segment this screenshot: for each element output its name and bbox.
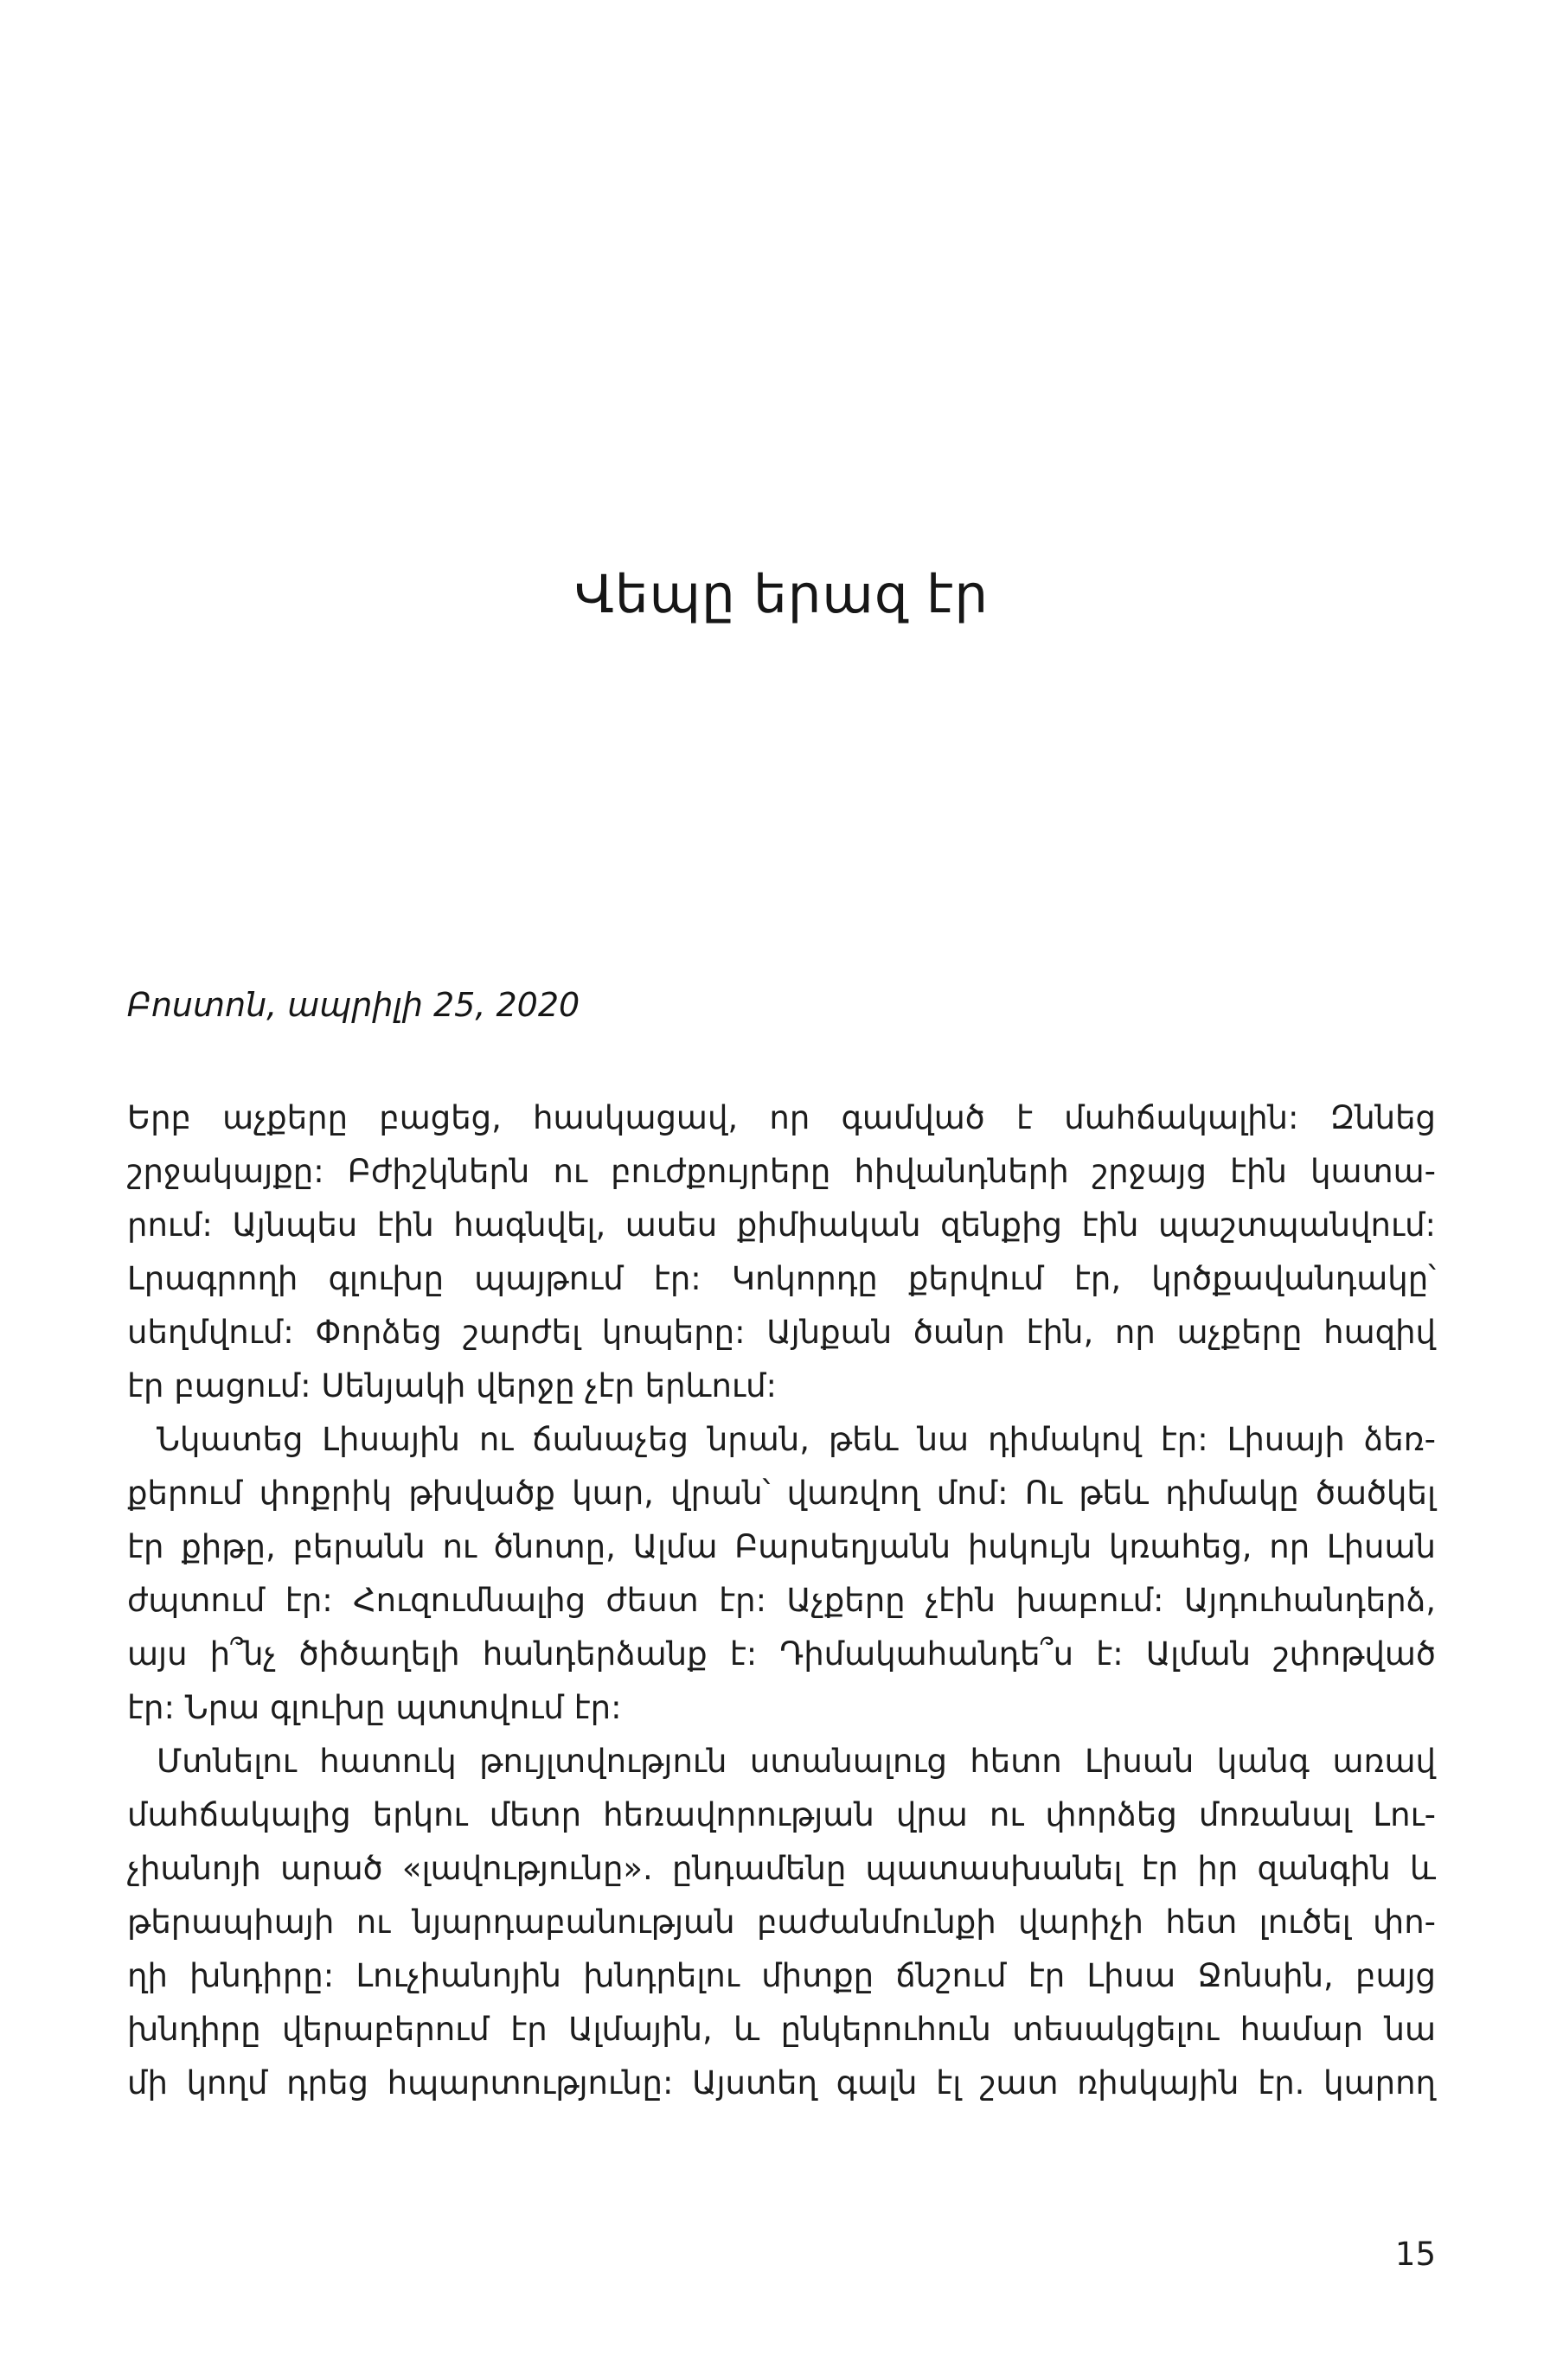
text-line: ղի խնդիրը: Լուչիանոյին խնդրելու միտքը ճնշում էր Լիսա Ջոնսին, բայց [127,1957,1436,1994]
text-line: քերում փոքրիկ թխվածք կար, վրան՝ վառվող մոմ: Ու թեև դիմակը ծածկել [127,1475,1436,1512]
text-line: ժպտում էր: Հուզումնալից ժեստ էր: Աչքերը չէին խաբում: Այդուհանդերձ, [127,1582,1436,1619]
paragraph [127,1735,1436,2110]
text-line: չիանոյի արած «լավությունը». ընդամենը պատասխանել էր իր զանգին և [127,1850,1436,1887]
chapter-title: Վեպը երազ էր [573,564,989,625]
text-line: խնդիրը վերաբերում էր Ալմային, և ընկերուհուն տեսակցելու համար նա [127,2011,1436,2048]
text-line: շրջակայքը: Բժիշկներն ու բուժքույրերը հիվանդների շրջայց էին կատա- [127,1153,1436,1190]
text-line: էր քիթը, բերանն ու ծնոտը, Ալմա Բարսեղյանն իսկույն կռահեց, որ Լիսան [127,1528,1436,1565]
paragraph [127,1091,1436,1413]
text-line: էր բացում: Սենյակի վերջը չէր երևում: [127,1367,777,1404]
text-line: այս ի՞նչ ծիծաղելի հանդերձանք է: Դիմակահանդե՞ս է: Ալման շփոթված [127,1635,1436,1673]
text-line: մի կողմ դրեց հպարտությունը: Այստեղ գալն էլ շատ ռիսկային էր. կարող [127,2064,1436,2102]
text-line: էր: Նրա գլուխը պտտվում էր: [127,1689,622,1726]
paragraph [127,1413,1436,1735]
text-line: սեղմվում: Փորձեց շարժել կոպերը: Այնքան ծանր էին, որ աչքերը հազիվ [127,1314,1436,1351]
text-line: մահճակալից երկու մետր հեռավորության վրա ու փորձեց մոռանալ Լու- [127,1796,1436,1833]
text-line: Նկատեց Լիսային ու ճանաչեց նրան, թեև նա դիմակով էր: Լիսայի ձեռ- [157,1421,1436,1458]
body-text [127,1091,1436,2110]
text-line: Երբ աչքերը բացեց, հասկացավ, որ գամված է մահճակալին: Զննեց [127,1099,1436,1136]
dateline: Բոստոն, ապրիլի 25, 2020 [127,986,580,1024]
page-number: 15 [1394,2236,1436,2273]
text-line: րում: Այնպես էին հագնվել, ասես քիմիական զենքից էին պաշտպանվում: [127,1206,1436,1244]
text-line: Լրագրողի գլուխը պայթում էր: Կոկորդը քերվում էր, կրծքավանդակը՝ [127,1260,1436,1297]
text-line: Մտնելու հատուկ թույլտվություն ստանալուց հետո Լիսան կանգ առավ [157,1743,1436,1780]
text-line: թերապիայի ու նյարդաբանության բաժանմունքի վարիչի հետ լուծել փո- [127,1903,1436,1941]
